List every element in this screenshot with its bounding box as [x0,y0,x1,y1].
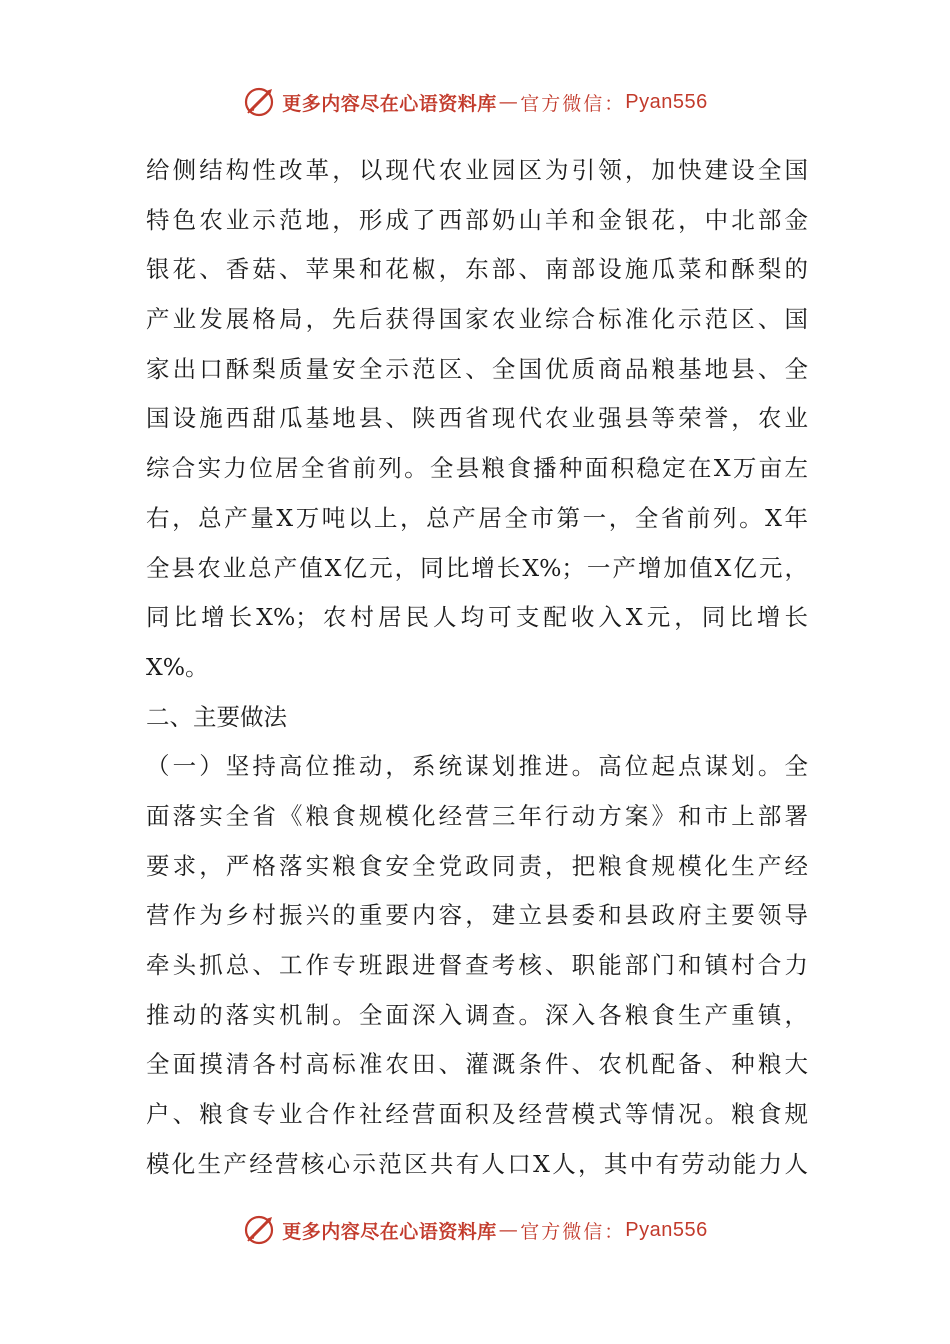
watermark-wechat-id: Pyan556 [625,90,708,113]
text-line: 要求，严格落实粮食安全党政同责，把粮食规模化生产经 [146,851,808,880]
text-line: 综合实力位居全省前列。全县粮食播种面积稳定在X万亩左 [146,454,808,483]
watermark-brand: 更多内容尽在心语资料库 [282,92,497,115]
text-line: 面落实全省《粮食规模化经营三年行动方案》和市上部署 [146,801,808,830]
pen-logo-icon [242,1213,278,1247]
text-line: 家出口酥梨质量安全示范区、全国优质商品粮基地县、全 [146,354,808,383]
document-body [146,146,808,1189]
text-line: 特色农业示范地，形成了西部奶山羊和金银花，中北部金 [146,205,808,234]
text-line: X%。 [146,652,209,681]
text-line: 同比增长X%；农村居民人均可支配收入X元，同比增长 [146,603,808,632]
text-line: 给侧结构性改革，以现代农业园区为引领，加快建设全国 [146,156,808,184]
text-line: 右，总产量X万吨以上，总产居全市第一，全省前列。X年 [146,503,808,532]
section-heading: 二、主要做法 [146,702,287,731]
text-line: 全县农业总产值X亿元，同比增长X%；一产增加值X亿元， [146,553,808,582]
text-line: 模化生产经营核心示范区共有人口X人，其中有劳动能力人 [146,1149,808,1178]
watermark-wechat-id: Pyan556 [625,1218,708,1241]
text-line: 银花、香菇、苹果和花椒，东部、南部设施瓜菜和酥梨的 [146,255,808,284]
text-line: 牵头抓总、工作专班跟进督查考核、职能部门和镇村合力 [146,951,808,979]
watermark-label: 官方微信： [520,1220,626,1243]
watermark-label: 官方微信： [520,92,626,115]
text-line: （一）坚持高位推动，系统谋划推进。高位起点谋划。全 [146,752,808,781]
text-line: 户、粮食专业合作社经营面积及经营模式等情况。粮食规 [146,1100,808,1129]
text-line: 国设施西甜瓜基地县、陕西省现代农业强县等荣誉，农业 [146,404,808,433]
text-line: 全面摸清各村高标准农田、灌溉条件、农机配备、种粮大 [146,1050,808,1079]
watermark-dash: — [498,1219,519,1241]
text-line: 产业发展格局，先后获得国家农业综合标准化示范区、国 [146,305,808,334]
text-line: 营作为乡村振兴的重要内容，建立县委和县政府主要领导 [146,901,808,930]
watermark-dash: — [498,91,519,113]
watermark-footer [0,1210,950,1250]
watermark-header [0,82,950,122]
watermark-brand: 更多内容尽在心语资料库 [282,1220,497,1243]
pen-logo-icon [242,85,278,119]
text-line: 推动的落实机制。全面深入调查。深入各粮食生产重镇， [146,1000,808,1029]
